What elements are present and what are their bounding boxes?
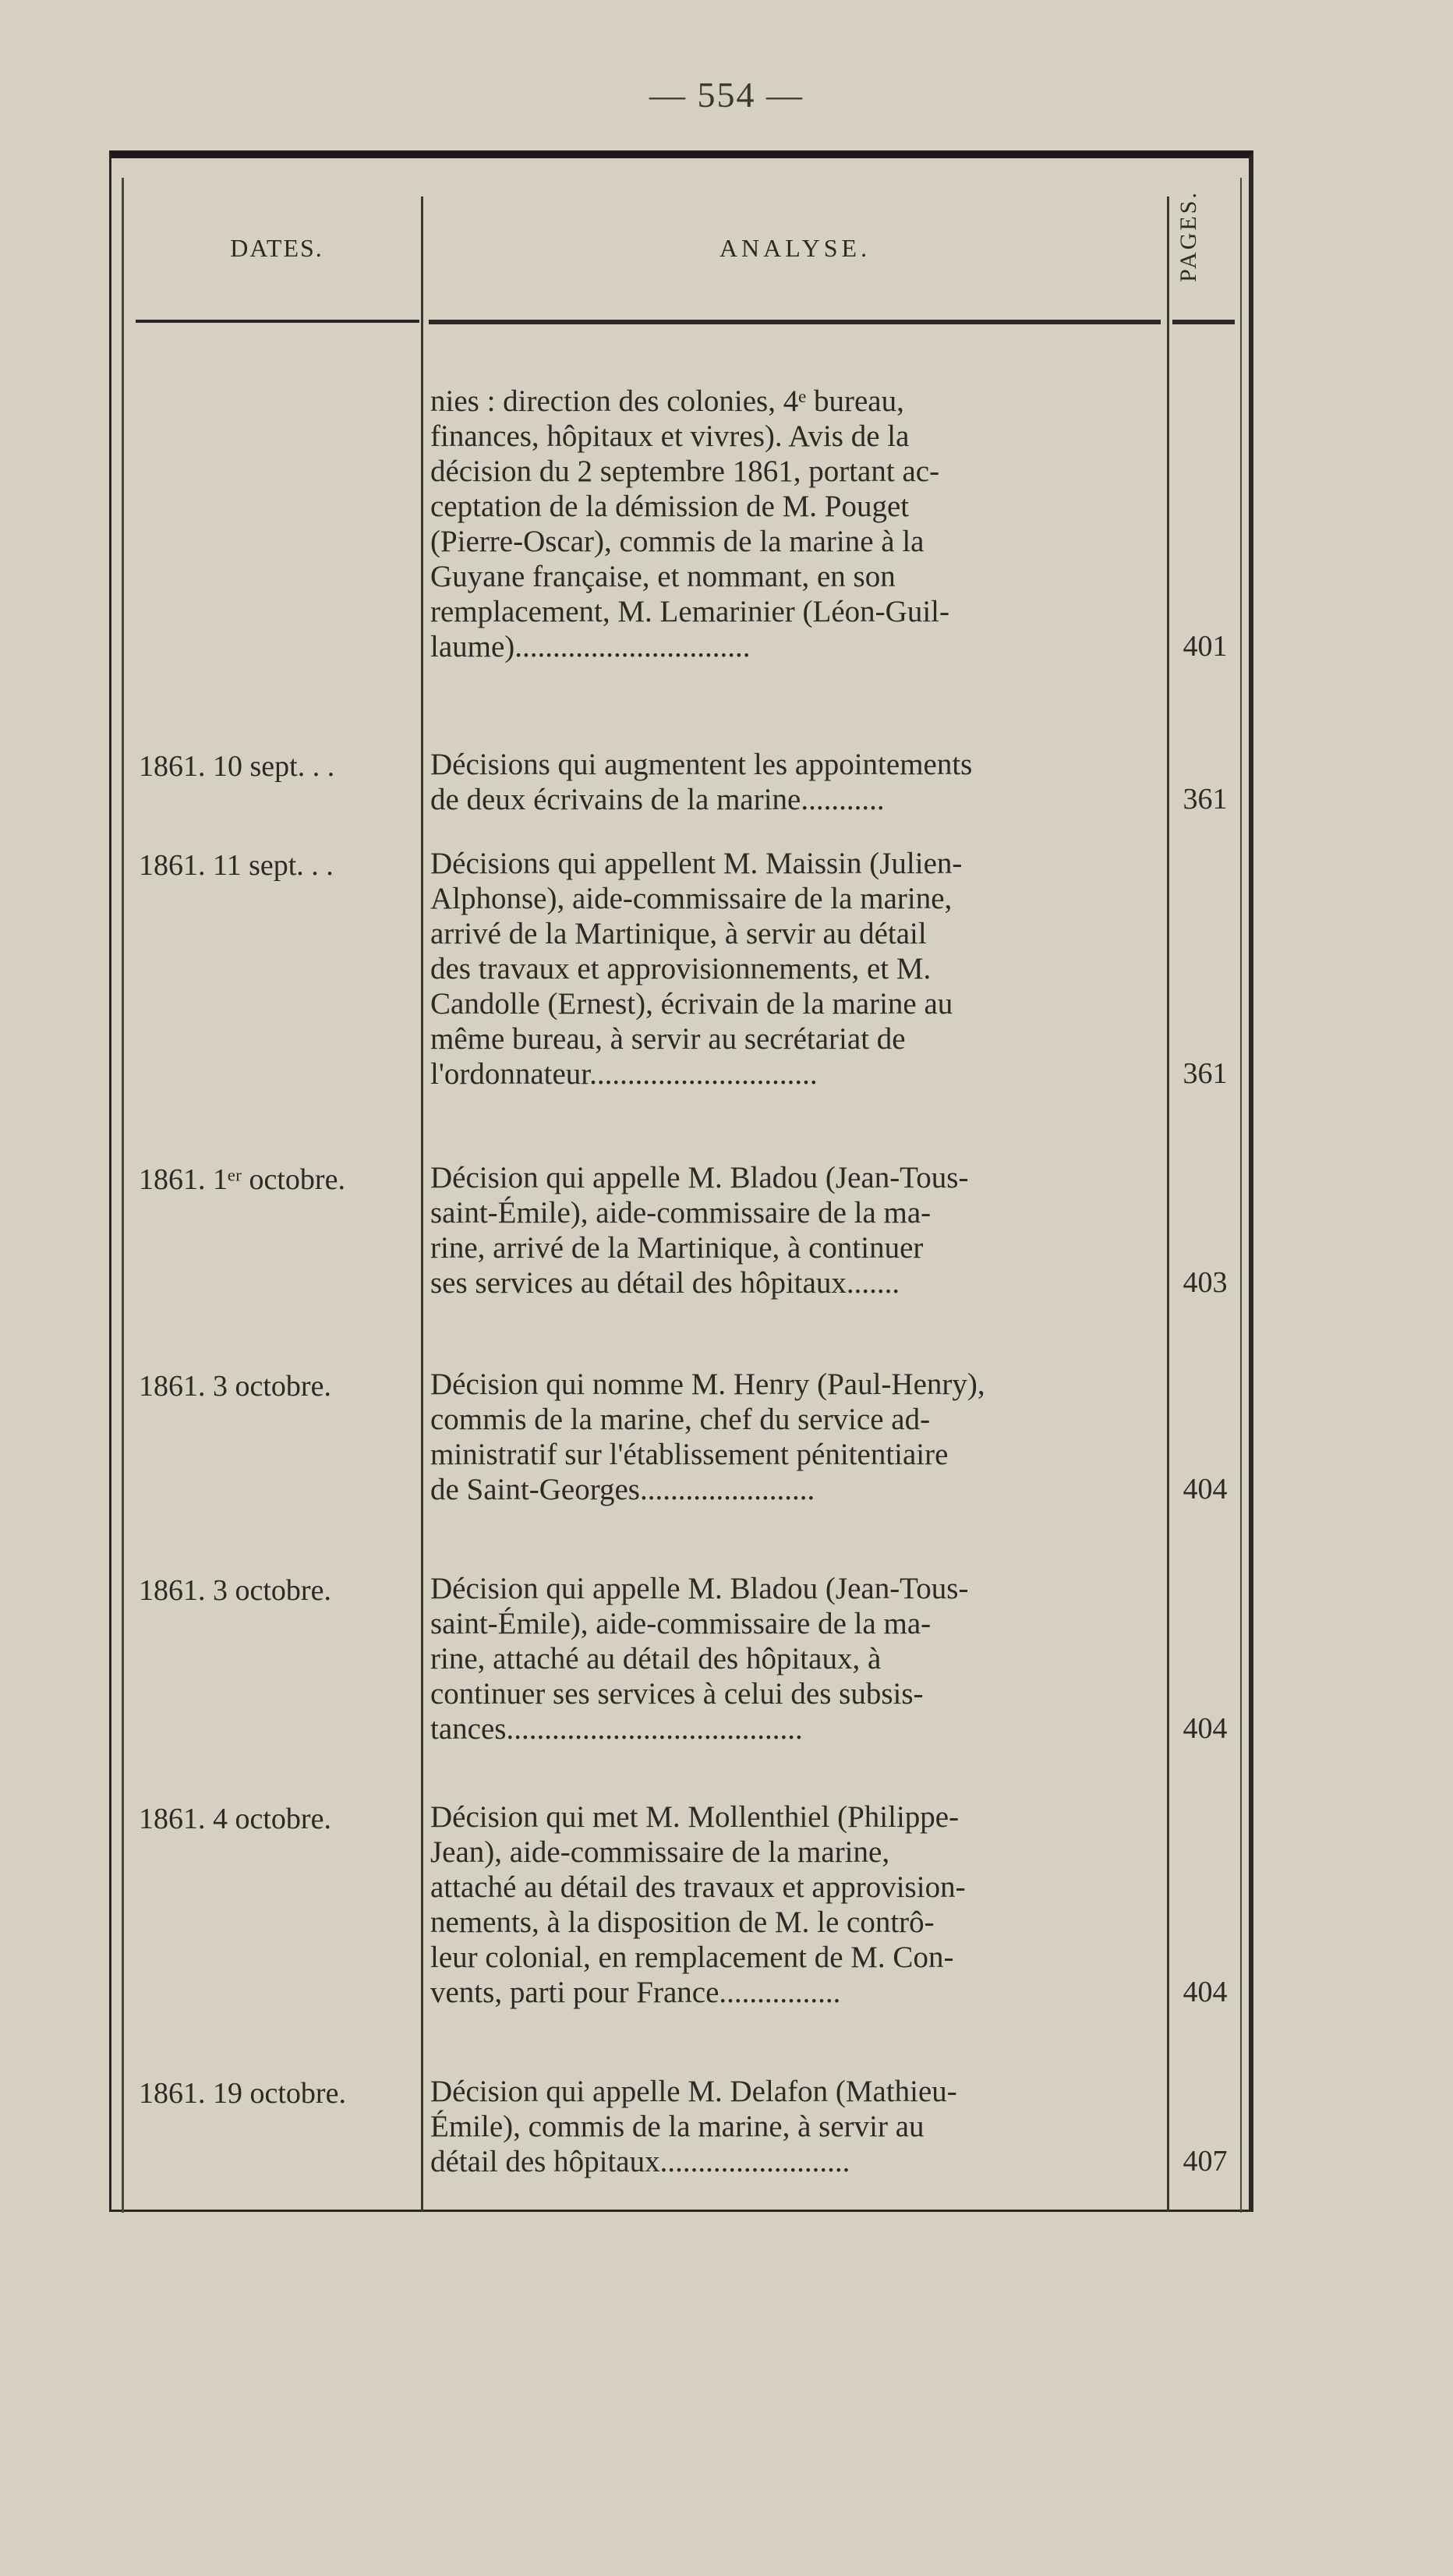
entry-analysis: nies : direction des colonies, 4ᵉ bureau, finances, hôpitaux et vivres). Avis de la décision du 2 septembre 1861, portant ac- ceptation de la démission de M. Pouget (Pierre-Oscar), commis de la marine à la Guyane française, et nommant, en son remplacement, M. Lemarinier (Léon-Guil- laume)............................... [430,384,949,663]
entry-page: 404 [1183,1712,1228,1745]
column-header-pages: PAGES. [1175,190,1201,282]
entry-page: 361 [1183,1057,1228,1090]
entry-page: 403 [1183,1266,1228,1299]
entry-page: 361 [1183,783,1228,816]
entry-analysis: Décision qui appelle M. Bladou (Jean-Tous- saint-Émile), aide-commissaire de la ma- rine, arrivé de la Martinique, à continuer ses services au détail des hôpitaux....... [430,1161,969,1300]
page-number: — 554 — [649,75,804,115]
entry-page: 407 [1183,2145,1228,2178]
entry-date: 1861. 10 sept. . . [139,750,335,783]
column-header-analyse: ANALYSE. [719,234,871,262]
inner-right-rule [1240,178,1242,2213]
header-rule-dates [136,320,419,323]
column-header-dates: DATES. [230,234,323,262]
inner-left-rule [122,178,124,2213]
entry-analysis: Décisions qui appellent M. Maissin (Julien- Alphonse), aide-commissaire de la marine, arrivé de la Martinique, à servir au détail des travaux et approvisionnements, et M. Candolle (Ernest), écrivain de la marine au même bureau, à servir au secrétariat de l'ordonnateur.............................. [430,847,963,1091]
entry-analysis: Décisions qui augmentent les appointements de deux écrivains de la marine........... [430,748,973,816]
entry-analysis: Décision qui met M. Mollenthiel (Philippe- Jean), aide-commissaire de la marine, attaché au détail des travaux et approvision- nements, à la disposition de M. le contrô- leur colonial, en remplacement de M. Con- vents, parti pour France................ [430,1800,966,2009]
entry-analysis: Décision qui appelle M. Delafon (Mathieu- Émile), commis de la marine, à servir au détail des hôpitaux......................... [430,2075,957,2178]
entry-date: 1861. 3 octobre. [139,1574,331,1607]
entry-page: 404 [1183,1976,1228,2008]
entry-date: 1861. 19 octobre. [139,2077,346,2110]
entry-date: 1861. 4 octobre. [139,1803,331,1835]
entry-page: 401 [1183,630,1228,663]
entry-date: 1861. 3 octobre. [139,1370,331,1403]
dates-column-rule [421,196,423,2212]
header-rule-analyse [429,320,1161,324]
entry-analysis: Décision qui appelle M. Bladou (Jean-Tous- saint-Émile), aide-commissaire de la ma- rine, attaché au détail des hôpitaux, à continuer ses services à celui des subsis- tances....................................... [430,1572,969,1746]
entry-analysis: Décision qui nomme M. Henry (Paul-Henry), commis de la marine, chef du service ad- ministratif sur l'établissement pénitentiaire de Saint-Georges....................... [430,1368,985,1506]
header-rule-pages [1172,320,1235,324]
entry-date: 1861. 11 sept. . . [139,849,334,882]
entry-page: 404 [1183,1473,1228,1506]
entry-date: 1861. 1ᵉʳ octobre. [139,1163,345,1196]
pages-column-rule [1167,196,1169,2212]
